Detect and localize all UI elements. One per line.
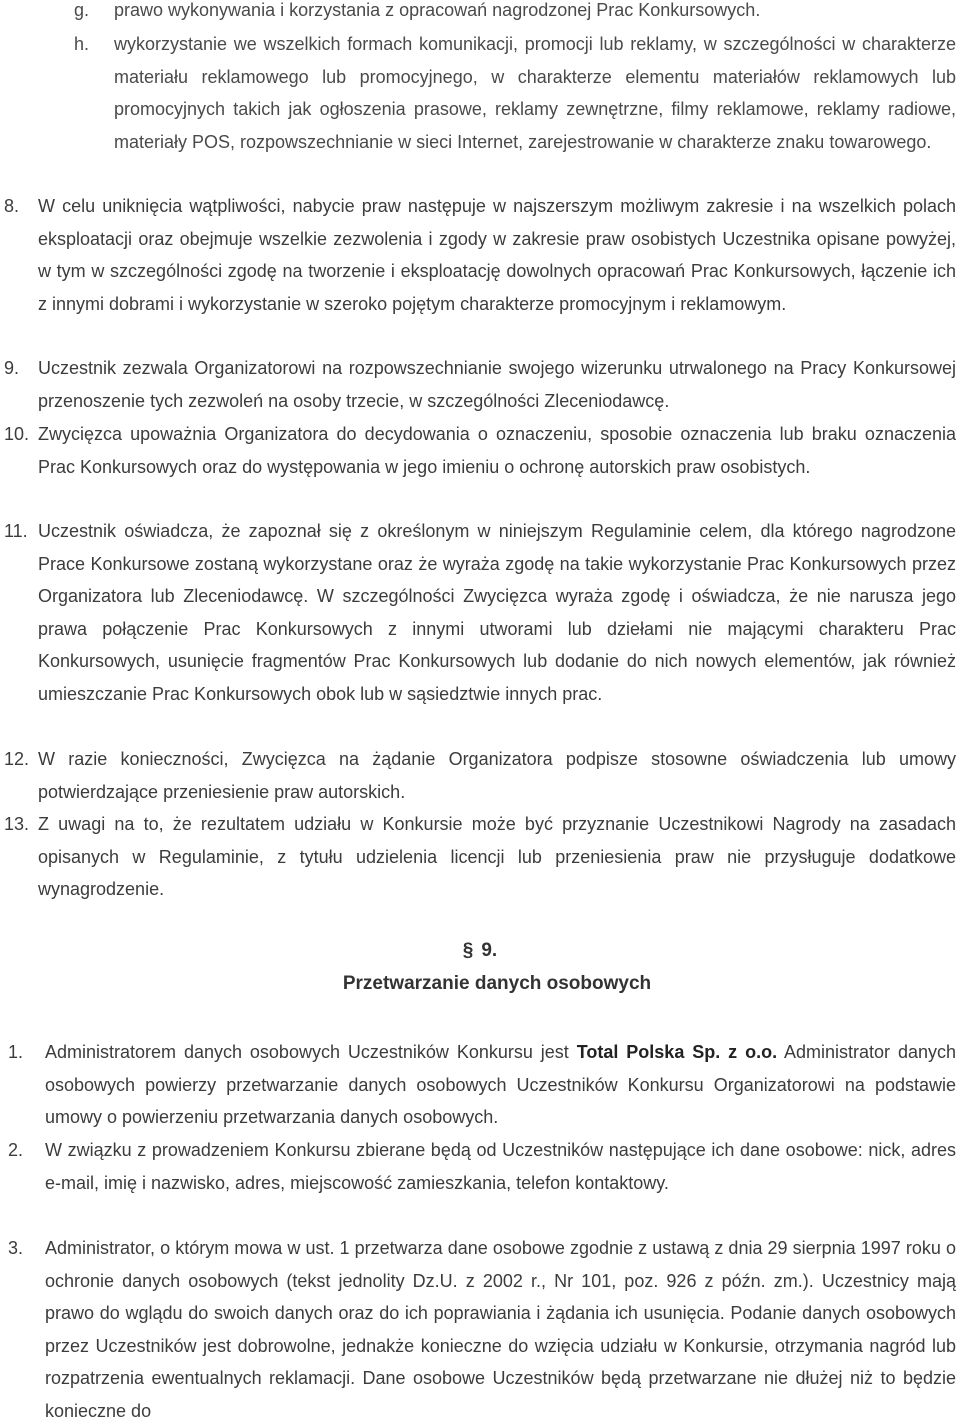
paragraph-10 [4,418,956,483]
paragraph-text-start: Administratorem danych osobowych Uczestników Konkursu jest [45,1042,577,1062]
section-marker: § [462,940,474,961]
section-number-text: 9. [481,940,498,961]
section-paragraph-1 [8,1036,956,1134]
paragraph-text: Uczestnik oświadcza, że zapoznał się z określonym w niniejszym Regulaminie celem, dla którego nagrodzone Prace Konkursowe zostaną wykorzystane oraz że wyraża zgodę na takie wykorzystanie Prac Konkursowych przez Organizatora lub Zleceniodawcę. W szczególności Zwycięzca wyraża zgodę i oświadcza, że nie narusza jego prawa połączenie Prac Konkursowych z innymi utworami lub dziełami nie mającymi charakteru Prac Konkursowych, usunięcie fragmentów Prac Konkursowych lub dodanie do nich nowych elementów, jak również umieszczanie Prac Konkursowych obok lub w sąsiedztwie innych prac. [38,521,956,704]
list-item-text: wykorzystanie we wszelkich formach komunikacji, promocji lub reklamy, w szczególności w charakterze materiału reklamowego lub promocyjnego, w charakterze elementu materiałów reklamowych lub promocyjnych takich jak ogłoszenia prasowe, reklamy zewnętrzne, filmy reklamowe, reklamy radiowe, materiały POS, rozpowszechnianie w sieci Internet, zarejestrowanie w charakterze znaku towarowego. [114,34,956,152]
paragraph-text: Z uwagi na to, że rezultatem udziału w Konkursie może być przyznanie Uczestnikowi Nagrody na zasadach opisanych w Regulaminie, z tytułu udzielenia licencji lub przeniesienia praw nie przysługuje dodatkowe wynagrodzenie. [38,814,956,899]
paragraph-text: Zwycięzca upoważnia Organizatora do decydowania o oznaczeniu, sposobie oznaczenia lub braku oznaczenia Prac Konkursowych oraz do występowania w jego imieniu o ochronę autorskich praw osobistych. [38,424,956,477]
paragraph-number: 10. [4,424,30,444]
paragraph-11 [4,515,956,710]
list-item-label: g. [74,0,90,20]
paragraph-9 [4,352,956,417]
paragraph-text: Administrator, o którym mowa w ust. 1 przetwarza dane osobowe zgodnie z ustawą z dnia 29 sierpnia 1997 roku o ochronie danych osobowych (tekst jednolity Dz.U. z 2002 r., Nr 101, poz. 926 z późn. zm.). Uczestnicy mają prawo do wglądu do swoich danych oraz do ich poprawiania i żądania ich usunięcia. Podanie danych osobowych przez Uczestników jest dobrowolne, jednakże konieczne do wzięcia udziału w Konkursie, otrzymania nagród lub rozpatrzenia ewentualnych reklamacji. Dane osobowe Uczestników będą przetwarzane nie dłużej niż to będzie konieczne do [45,1238,956,1421]
section-title: Przetwarzanie danych osobowych [342,973,652,994]
paragraph-number: 2. [8,1140,24,1160]
paragraph-number: 12. [4,749,30,769]
company-name: Total Polska Sp. z o.o. [576,1042,778,1062]
paragraph-text: Uczestnik zezwala Organizatorowi na rozpowszechnianie swojego wizerunku utrwalonego na Pracy Konkursowej przenoszenie tych zezwoleń na osoby trzecie, w szczególności Zleceniodawcę. [38,358,956,411]
paragraph-number: 9. [4,358,20,378]
paragraph-text: W razie konieczności, Zwycięzca na żądanie Organizatora podpisze stosowne oświadczenia lub umowy potwierdzające przeniesienie praw autorskich. [38,749,956,802]
list-item-g [74,0,956,27]
list-item-text: prawo wykonywania i korzystania z opracowań nagrodzonej Prac Konkursowych. [114,0,761,20]
paragraph-text-end: Administrator danych osobowych powierzy przetwarzanie danych osobowych Uczestników Konkursu Organizatorowi na podstawie umowy o powierzeniu przetwarzania danych osobowych. [45,1042,956,1127]
paragraph-number: 13. [4,814,30,834]
list-item-h [74,28,956,158]
paragraph-12 [4,743,956,808]
paragraph-text: W związku z prowadzeniem Konkursu zbierane będą od Uczestników następujące ich dane osobowe: nick, adres e-mail, imię i nazwisko, adres, miejscowość zamieszkania, telefon kontaktowy. [45,1140,956,1193]
section-paragraph-3 [8,1232,956,1427]
paragraph-8 [4,190,956,320]
section-number [0,940,960,962]
paragraph-number: 11. [4,521,28,541]
list-item-label: h. [74,34,90,54]
paragraph-text: W celu uniknięcia wątpliwości, nabycie praw następuje w najszerszym możliwym zakresie i na wszelkich polach eksploatacji oraz obejmuje wszelkie zezwolenia i zgody w zakresie praw osobistych Uczestnika opisane powyżej, w tym w szczególności zgodę na tworzenie i eksploatację dowolnych opracowań Prac Konkursowych, łączenie ich z innymi dobrami i wykorzystanie w szeroko pojętym charakterze promocyjnym i reklamowym. [38,196,956,314]
paragraph-text [45,1036,956,1134]
paragraph-13 [4,808,956,906]
section-paragraph-2 [8,1134,956,1199]
paragraph-number: 1. [8,1042,24,1062]
paragraph-number: 3. [8,1238,24,1258]
paragraph-number: 8. [4,196,20,216]
